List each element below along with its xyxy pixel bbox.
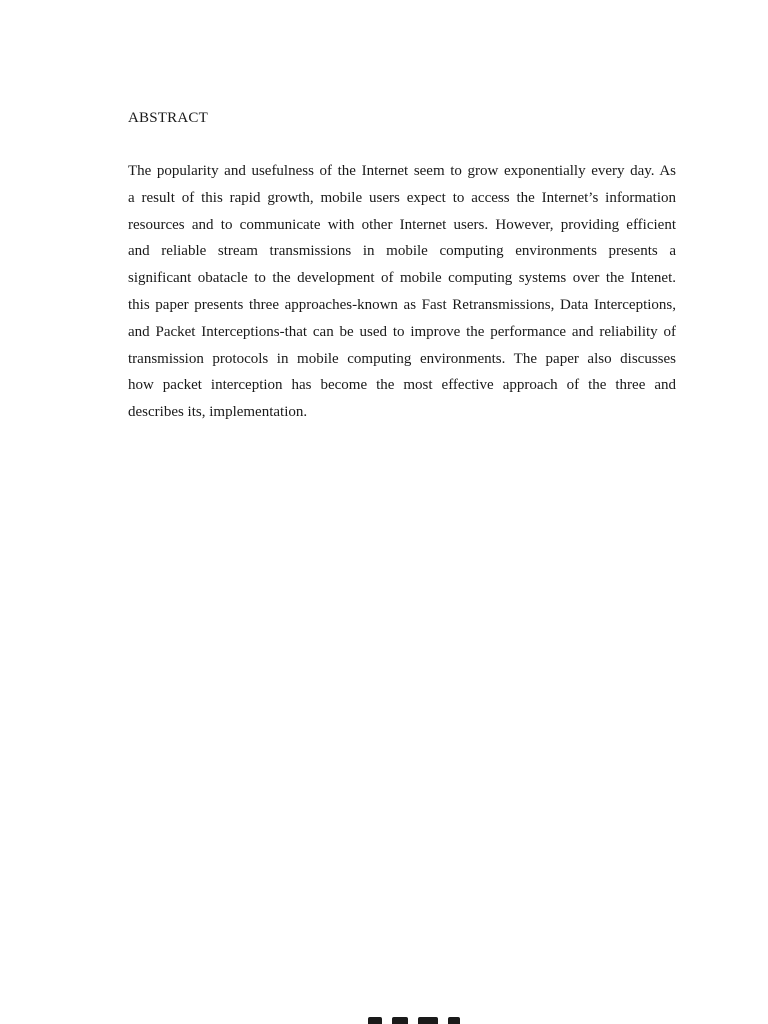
cropped-next-page-heading: [360, 1010, 500, 1024]
abstract-line: significant obatacle to the development of mobile computing systems over the Intenet.: [128, 270, 676, 287]
abstract-line: how packet interception has become the most effective approach of the three and: [128, 377, 676, 394]
abstract-body: [128, 158, 676, 426]
abstract-line: a result of this rapid growth, mobile users expect to access the Internet’s information: [128, 189, 676, 206]
abstract-line: this paper presents three approaches-known as Fast Retransmissions, Data Interceptions,: [128, 296, 676, 313]
abstract-heading: ABSTRACT: [128, 110, 208, 126]
abstract-line: resources and to communicate with other Internet users. However, providing efficient: [128, 216, 676, 233]
abstract-line: describes its, implementation.: [128, 404, 308, 421]
abstract-line: and Packet Interceptions-that can be used to improve the performance and reliability of: [128, 323, 676, 340]
abstract-line: and reliable stream transmissions in mobile computing environments presents a: [128, 243, 676, 260]
abstract-line: The popularity and usefulness of the Internet seem to grow exponentially every day. As: [128, 163, 676, 179]
abstract-line: transmission protocols in mobile computing environments. The paper also discusses: [128, 350, 676, 367]
